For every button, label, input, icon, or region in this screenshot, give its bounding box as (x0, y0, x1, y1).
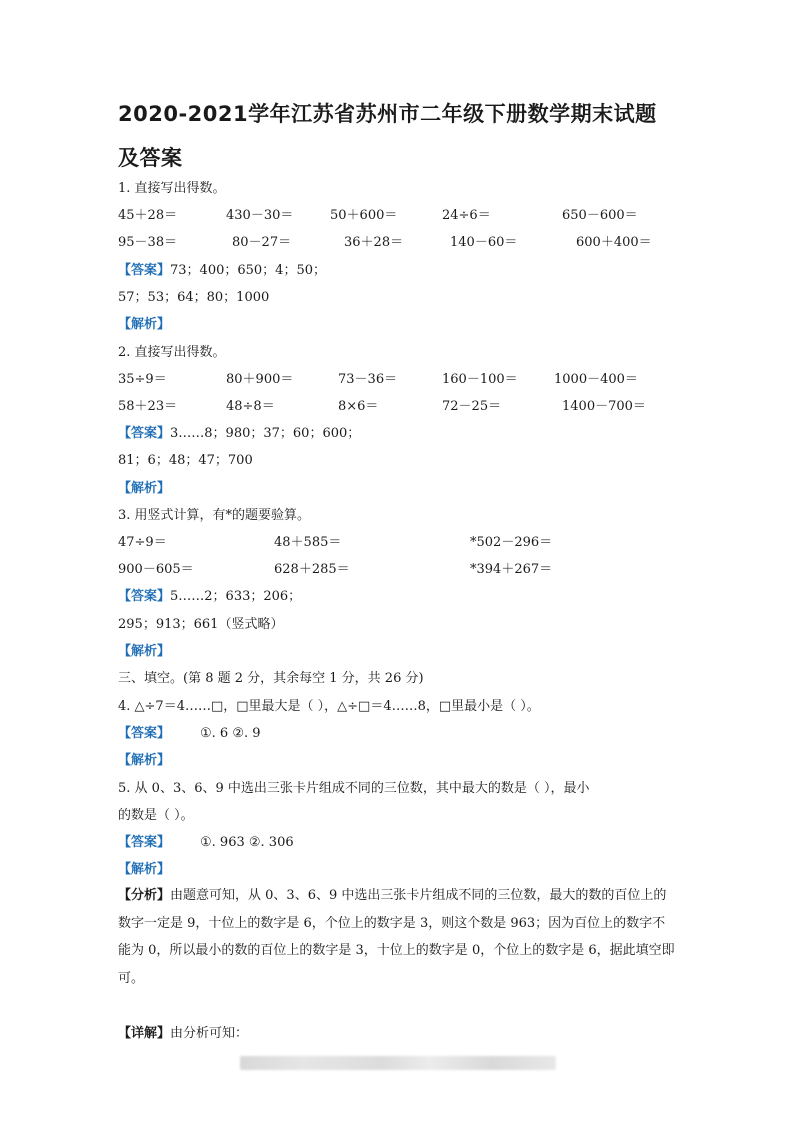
answer-tag: 【答案】 (118, 726, 171, 741)
q3-answer (118, 588, 301, 606)
q1-item: 140－60＝ (450, 235, 518, 250)
q1-item: 430－30＝ (226, 208, 294, 223)
q1-answer (118, 262, 326, 280)
q2-prompt: 2. 直接写出得数。 (118, 345, 226, 360)
q5-detail (118, 1025, 248, 1043)
q1-item: 600＋400＝ (576, 235, 652, 250)
q3-item: 900－605＝ (118, 562, 194, 577)
q1-item: 50＋600＝ (330, 208, 398, 223)
answer-tag: 【答案】 (118, 589, 171, 604)
q1-item: 36＋28＝ (344, 235, 404, 250)
q1-prompt: 1. 直接写出得数。 (118, 181, 226, 196)
q2-analysis-tag: 【解析】 (118, 481, 171, 496)
q3-item: *394＋267＝ (470, 562, 553, 577)
q2-item: 48÷8＝ (226, 399, 275, 414)
q3-prompt: 3. 用竖式计算，有*的题要验算。 (118, 508, 311, 523)
answer-text: 73；400；650；4；50； (170, 263, 326, 278)
section-heading: 三、填空。(第 8 题 2 分，其余每空 1 分，共 26 分) (118, 671, 424, 686)
q2-item: 80＋900＝ (226, 372, 294, 387)
q3-item: 628＋285＝ (274, 562, 350, 577)
q1-answer-line-2: 57；53；64；80；1000 (118, 290, 270, 305)
q1-item: 80－27＝ (232, 235, 292, 250)
q3-item: *502－296＝ (470, 535, 553, 550)
blurred-footer (240, 1056, 556, 1070)
q2-answer-line-2: 81；6；48；47；700 (118, 453, 253, 468)
q5-analysis-tag: 【解析】 (118, 862, 171, 877)
q2-item: 35÷9＝ (118, 372, 167, 387)
q2-answer (118, 425, 360, 443)
q1-item: 650－600＝ (562, 208, 638, 223)
answer-text: ①. 6 ②. 9 (200, 726, 261, 741)
q3-item: 48＋585＝ (274, 535, 342, 550)
q2-item: 72－25＝ (442, 399, 502, 414)
answer-text: ①. 963 ②. 306 (200, 835, 294, 850)
q5-answer (118, 834, 294, 852)
q2-item: 58＋23＝ (118, 399, 178, 414)
answer-tag: 【答案】 (118, 835, 171, 850)
fenxi-text: 由题意可知，从 0、3、6、9 中选出三张卡片组成不同的三位数，最大的数的百位上的数字一定是 9，十位上的数字是 6，个位上的数字是 3，则这个数是 963；因为百位上的数字不能为 0，所以最小的数的百位上的数字是 3，十位上的数字是 0，个位上的数字是 6，据此填空即可。 (118, 888, 675, 986)
q1-analysis-tag: 【解析】 (118, 317, 171, 332)
q2-item: 73－36＝ (338, 372, 398, 387)
q1-item: 24÷6＝ (442, 208, 491, 223)
q4-text: 4. △÷7＝4……□，□里最大是（ ），△÷□＝4……8，□里最小是（ ）。 (118, 699, 540, 714)
q5-text-line-1: 5. 从 0、3、6、9 中选出三张卡片组成不同的三位数，其中最大的数是（ ），最小 (118, 781, 590, 796)
q2-item: 1000－400＝ (554, 372, 638, 387)
q3-item: 47÷9＝ (118, 535, 167, 550)
q5-analysis-paragraph (118, 882, 678, 992)
q3-analysis-tag: 【解析】 (118, 644, 171, 659)
answer-tag: 【答案】 (118, 426, 171, 441)
q4-answer (118, 725, 261, 743)
answer-text: 3……8；980；37；60；600； (170, 426, 361, 441)
fenxi-tag: 【分析】 (118, 888, 171, 903)
q2-item: 8×6＝ (338, 399, 379, 414)
page-title: 2020-2021学年江苏省苏州市二年级下册数学期末试题及答案 (118, 102, 657, 170)
q1-item: 45＋28＝ (118, 208, 178, 223)
q4-analysis-tag: 【解析】 (118, 753, 171, 768)
q1-item: 95－38＝ (118, 235, 178, 250)
answer-text: 5……2；633；206； (170, 589, 302, 604)
xiangjie-text: 由分析可知： (170, 1026, 249, 1041)
q2-item: 1400－700＝ (562, 399, 646, 414)
q5-text-line-2: 的数是（ ）。 (118, 808, 194, 823)
xiangjie-tag: 【详解】 (118, 1026, 171, 1041)
q2-item: 160－100＝ (442, 372, 518, 387)
q3-answer-line-2: 295；913；661（竖式略） (118, 617, 284, 632)
answer-tag: 【答案】 (118, 263, 171, 278)
